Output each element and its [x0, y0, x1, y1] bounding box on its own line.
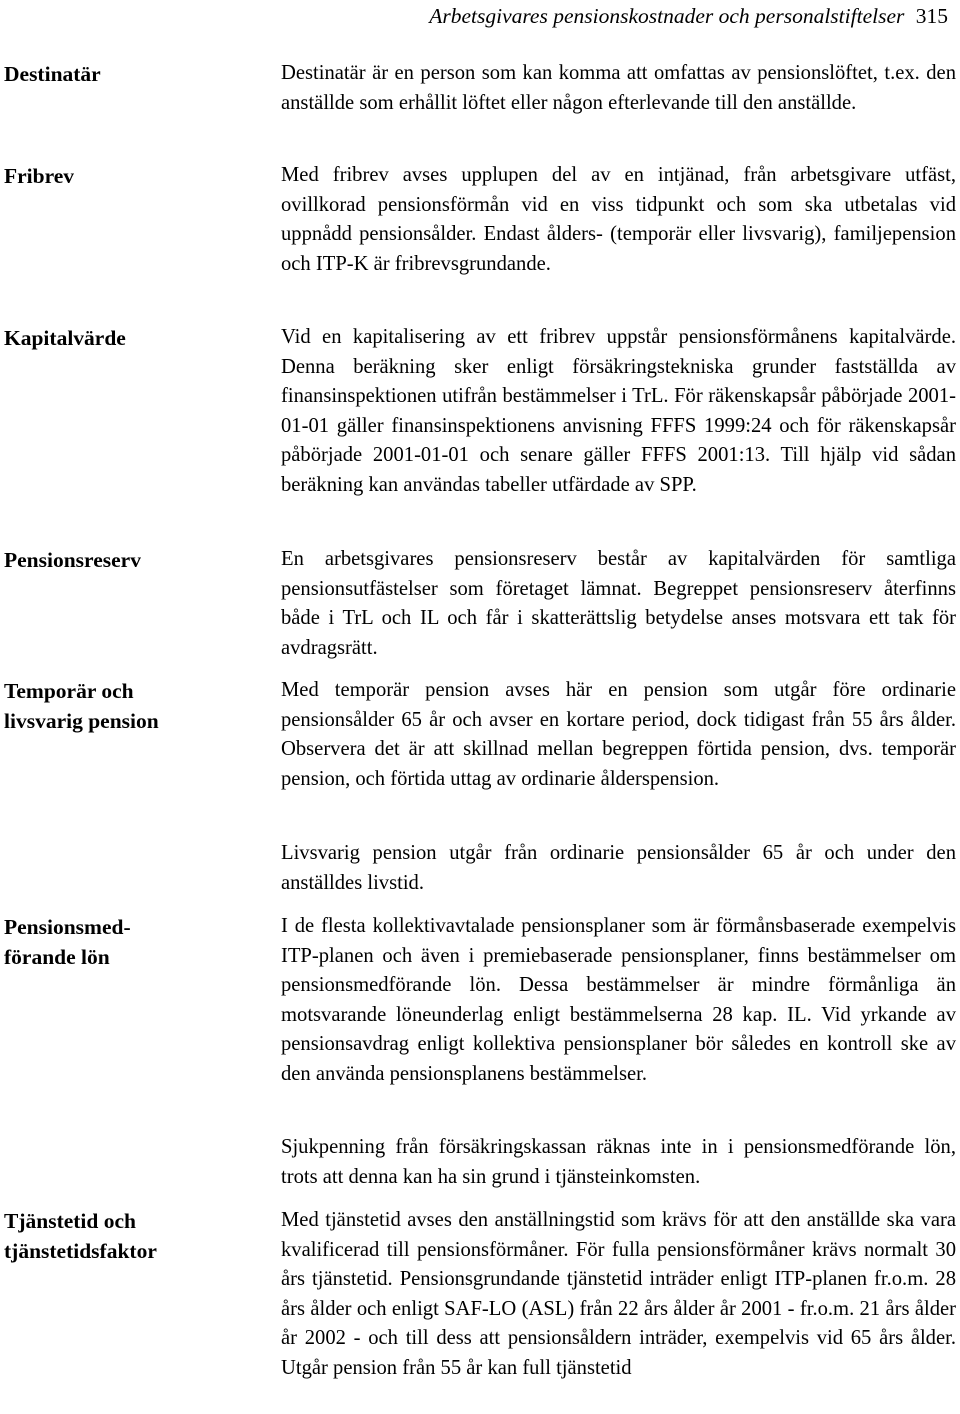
page-number: 315	[915, 4, 948, 28]
term-pensionsreserv: Pensionsreserv	[4, 548, 141, 572]
paragraph-tjanstetid: Med tjänstetid avses den anställningstid som krävs för att den anställde ska vara kvalificerad till pensionsförmåner. För fulla pensionsförmåner krävs normalt 30 års tjänstetid. Pensionsgrundande tjänstetid inträder enligt ITP-planen fr.o.m. 28 års ålder och enligt SAF-LO (ASL) från 22 års ålder år 2001 - fr.o.m. 21 års ålder år 2002 - och till dess att pensionsåldern inträder, exempelvis vid 65 års ålder. Utgår pension från 55 år kan full tjänstetid	[281, 1209, 956, 1379]
paragraph-pensionsreserv: En arbetsgivares pensionsreserv består av kapitalvärden för samtliga pensionsutfästelser som företaget lämnat. Begreppet pensionsreserv återfinns både i TrL och IL och får i skatterättslig betydelse anses motsvara ett tak för avdragsrätt.	[281, 548, 956, 659]
term-fribrev: Fribrev	[4, 164, 75, 188]
term-tjanstetid-och-tjanstetidsfaktor: Tjänstetid och tjänstetidsfaktor	[4, 1209, 157, 1263]
paragraph-kapitalvarde: Vid en kapitalisering av ett fribrev uppstår pensionsförmånens kapitalvärde. Denna beräkning sker enligt försäkringstekniska grunder fastställda av finansinspektionen utifrån bestämmelser i TrL. För räkenskapsår påbörjade 2001-01-01 gäller finansinspektionens anvisning FFFS 1999:24 och för räkenskapsår påbörjade 2001-01-01 och senare gäller FFFS 2001:13. Till hjälp vid sådan beräkning kan användas tabeller utfärdade av SPP.	[281, 326, 956, 496]
paragraph-destinatar: Destinatär är en person som kan komma att omfattas av pensionslöftet, t.ex. den anställde som erhållit löftet eller någon efterlevande till den anställde.	[281, 62, 956, 114]
paragraph-livsvarig-pension: Livsvarig pension utgår från ordinarie pensionsålder 65 år och under den anställdes livstid.	[281, 842, 956, 894]
term-destinatar: Destinatär	[4, 62, 101, 86]
term-pensionsmedforande-lon: Pensionsmed-förande lön	[4, 915, 131, 969]
running-header-title: Arbetsgivares pensionskostnader och personalstiftelser	[429, 4, 905, 28]
paragraph-pensionsmedforande-lon: I de flesta kollektivavtalade pensionsplaner som är förmånsbaserade exempelvis ITP-planen och även i premiebaserade pensionsplaner, finns bestämmelser om pensionsmedförande lön. Dessa bestämmelser är mindre förmånliga än motsvarande löneunderlag enligt bestämmelserna 28 kap. IL. Vid yrkande av pensionsavdrag enligt kollektiva pensionsplaner bör således en kontroll ske av den använda pensionsplanens bestämmelser.	[281, 915, 956, 1085]
term-kapitalvarde: Kapitalvärde	[4, 326, 126, 350]
running-header	[0, 4, 948, 28]
term-temporar-och-livsvarig-pension: Temporär och livsvarig pension	[4, 679, 159, 733]
paragraph-fribrev: Med fribrev avses upplupen del av en intjänad, från arbetsgivare utfäst, ovillkorad pensionsförmån vid en viss tidpunkt och som ska utbetalas vid uppnådd pensionsålder. Endast ålders- (temporär eller livsvarig), familjepension och ITP-K är fribrevsgrundande.	[281, 164, 956, 275]
paragraph-sjukpenning: Sjukpenning från försäkringskassan räknas inte in i pensionsmedförande lön, trots att denna kan ha sin grund i tjänsteinkomsten.	[281, 1136, 956, 1188]
paragraph-temporar-pension: Med temporär pension avses här en pension som utgår före ordinarie pensionsålder 65 år och avser en kortare period, dock tidigast från 55 års ålder. Observera det är att skillnad mellan begreppen förtida pension, dvs. temporär pension, och förtida uttag av ordinarie ålderspension.	[281, 679, 956, 790]
